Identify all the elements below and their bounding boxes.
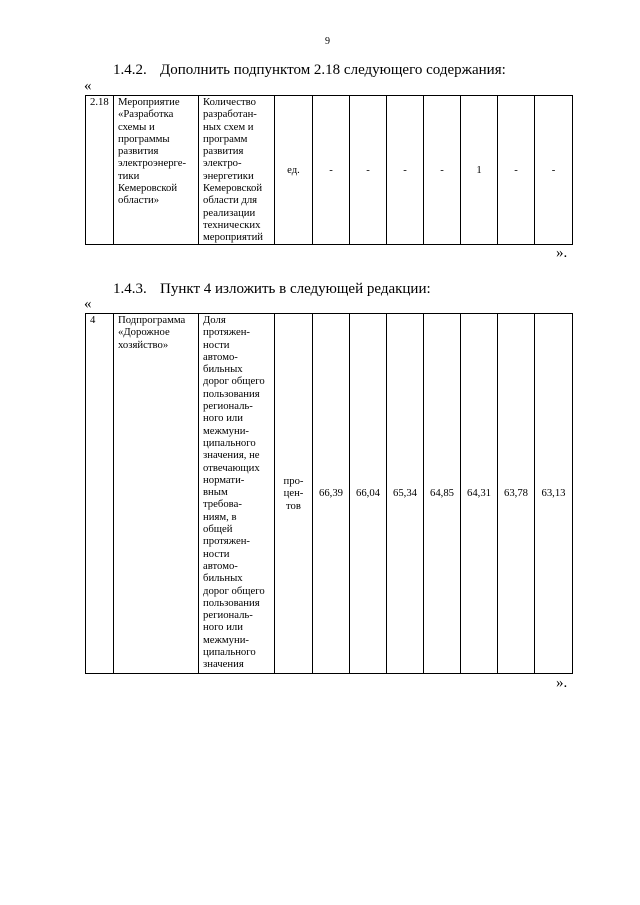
value-cell-3: -	[387, 96, 424, 245]
value-cell-2: -	[350, 96, 387, 245]
unit-cell: ед.	[275, 96, 313, 245]
open-quote: «	[84, 296, 92, 312]
indicator-name-cell: Количество разработан- ных схем и программ развития электро- энергетики Кемеровской области для реализации технических мероприятий	[199, 96, 275, 245]
value-cell-3: 65,34	[387, 314, 424, 674]
amendment-table-2-18	[85, 95, 573, 245]
value-cell-7: -	[535, 96, 573, 245]
table-row	[86, 314, 573, 674]
subprogram-name-cell: Подпрограмма «Дорожное хозяйство»	[114, 314, 199, 674]
event-name-cell: Мероприятие «Разработка схемы и программы развития электроэнерге- тики Кемеровской области»	[114, 96, 199, 245]
unit-cell: про- цен- тов	[275, 314, 313, 674]
section-heading-1-4-3	[113, 280, 431, 298]
section-text: Дополнить подпунктом 2.18 следующего содержания:	[160, 62, 506, 78]
row-number-cell: 4	[86, 314, 114, 674]
section-text: Пункт 4 изложить в следующей редакции:	[160, 281, 431, 297]
open-quote: «	[84, 78, 92, 94]
close-quote: ».	[556, 245, 568, 261]
value-cell-1: -	[313, 96, 350, 245]
indicator-name-cell: Доля протяжен- ности автомо- бильных дорог общего пользования региональ- ного или межмуни- ципального значения, не отвечающих нормати- вным требова- ниям, в общей протяжен- ности автомо- бильных дорог общего пользования региональ- ного или межмуни- ципального значения	[199, 314, 275, 674]
row-number-cell: 2.18	[86, 96, 114, 245]
section-heading-1-4-2	[113, 61, 506, 79]
amendment-table-4	[85, 313, 573, 674]
section-number: 1.4.2.	[113, 62, 147, 78]
value-cell-2: 66,04	[350, 314, 387, 674]
value-cell-6: -	[498, 96, 535, 245]
table-row	[86, 96, 573, 245]
close-quote: ».	[556, 675, 568, 691]
value-cell-6: 63,78	[498, 314, 535, 674]
value-cell-1: 66,39	[313, 314, 350, 674]
value-cell-4: 64,85	[424, 314, 461, 674]
page-number: 9	[325, 36, 330, 47]
value-cell-5: 1	[461, 96, 498, 245]
value-cell-4: -	[424, 96, 461, 245]
section-number: 1.4.3.	[113, 281, 147, 297]
value-cell-7: 63,13	[535, 314, 573, 674]
value-cell-5: 64,31	[461, 314, 498, 674]
